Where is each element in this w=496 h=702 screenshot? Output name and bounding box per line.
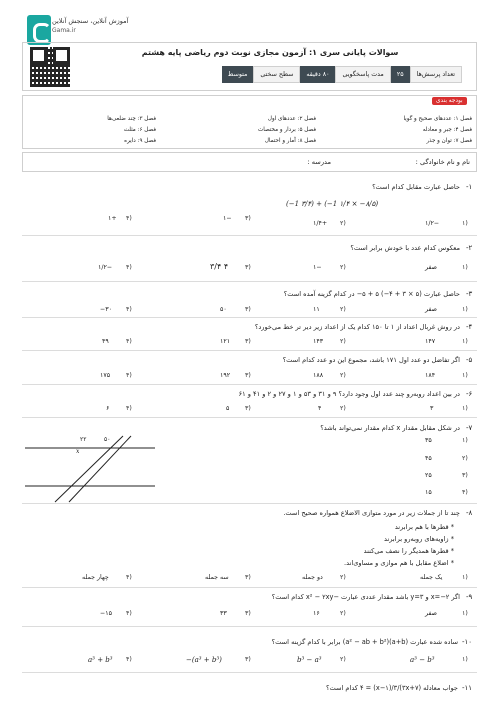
chapter-item: فصل ۴: جبر و معادله	[422, 127, 472, 133]
option-number: ۳)	[245, 372, 251, 379]
option-number: ۴)	[462, 489, 468, 496]
option-text[interactable]: b³ − a³	[297, 656, 322, 664]
budget-badge: بودجه بندی	[432, 97, 467, 105]
option-text[interactable]: ۵۰	[220, 306, 227, 313]
option-number: ۲)	[340, 405, 346, 412]
option-text[interactable]: ۳۳	[220, 610, 227, 617]
option-text[interactable]: ۱۱	[313, 306, 320, 313]
option-text[interactable]: ۱۸۸	[313, 372, 324, 379]
site-tagline: آموزش آنلاین، سنجش آنلاین	[52, 17, 129, 25]
angle-label: x	[76, 448, 80, 455]
statement-item: * قطرها با هم برابرند	[394, 523, 454, 531]
option-text[interactable]: ۳۰−	[100, 306, 113, 313]
option-number: ۳)	[245, 215, 251, 222]
option-text[interactable]: صفر	[425, 306, 438, 313]
option-text[interactable]: +۱	[108, 215, 117, 222]
option-number: ۱)	[462, 574, 468, 581]
duration-label: مدت پاسخگویی	[335, 66, 390, 83]
question-count-value: ۲۵	[391, 66, 410, 83]
question-number: -۸	[466, 509, 473, 517]
question-divider	[22, 350, 477, 351]
option-number: ۲)	[340, 656, 346, 663]
option-number: ۱)	[462, 306, 468, 313]
option-number: ۳)	[245, 338, 251, 345]
option-text[interactable]: یک جمله	[420, 574, 443, 581]
question-divider	[22, 317, 477, 318]
option-text[interactable]: ۱۶	[313, 610, 320, 617]
school-label: مدرسه :	[307, 158, 331, 166]
option-text[interactable]: ۶	[106, 405, 110, 412]
option-text[interactable]: −۱/۲	[98, 264, 113, 271]
option-text[interactable]: ۴ ۳/۴	[210, 262, 229, 271]
duration-value: ۸۰ دقیقه	[300, 66, 335, 83]
difficulty-value: متوسط	[222, 66, 254, 83]
gama-logo	[27, 15, 51, 45]
option-number: ۱)	[462, 610, 468, 617]
question-text: حاصل عبارت مقابل کدام است؟	[372, 183, 460, 191]
option-text[interactable]: ۱۹۲	[220, 372, 231, 379]
option-text[interactable]: چهار جمله	[82, 574, 109, 581]
chapter-item: فصل ۷: توان و جذر	[426, 138, 472, 144]
option-number: ۳)	[462, 472, 468, 479]
option-text[interactable]: ۳	[430, 405, 434, 412]
option-text[interactable]: ۴۵	[425, 455, 432, 462]
transversal-line-2	[69, 436, 131, 502]
question-number: -۳	[466, 290, 473, 298]
question-number: -۱	[466, 183, 473, 191]
option-text[interactable]: صفر	[425, 610, 438, 617]
qr-code-icon	[30, 47, 70, 87]
exam-title: سوالات پایانی سری ۱: آزمون مجازی نوبت دوم ریاضی پایه هشتم	[141, 48, 399, 57]
option-number: ۴)	[126, 215, 132, 222]
option-number: ۱)	[462, 437, 468, 444]
option-text[interactable]: ۱۲۱	[220, 338, 231, 345]
option-number: ۳)	[245, 405, 251, 412]
chapter-item: فصل ۵: بردار و مختصات	[258, 127, 316, 133]
transversal-line	[55, 436, 123, 502]
option-number: ۴)	[126, 264, 132, 271]
question-number: -۶	[466, 390, 473, 398]
option-text[interactable]: ۱۷۵	[100, 372, 111, 379]
option-number: ۱)	[462, 338, 468, 345]
option-number: ۲)	[462, 455, 468, 462]
option-number: ۴)	[126, 306, 132, 313]
option-number: ۲)	[340, 574, 346, 581]
option-text[interactable]: ۳۵	[425, 437, 432, 444]
student-name-label: نام و نام خانوادگی :	[415, 158, 470, 166]
question-text: اگر x=−۲ و y=۳ باشد مقدار عددی عبارت −x² − ۲xy کدام است؟	[271, 593, 460, 601]
question-text: ساده شده عبارت (a+b)(a² − ab + b²) برابر با کدام گزینه است؟	[271, 638, 458, 646]
parallel-lines-figure	[25, 434, 155, 504]
option-text[interactable]: +۱/۴	[313, 220, 328, 227]
option-text[interactable]: ۱۵	[425, 489, 432, 496]
exam-stats	[112, 66, 462, 83]
statement-item: * قطرها همدیگر را نصف می‌کنند	[363, 547, 454, 555]
difficulty-label: سطح سختی	[253, 66, 300, 83]
statement-item: * زاویه‌های روبه‌رو برابرند	[384, 535, 454, 543]
option-text[interactable]: ۱۴۷	[425, 338, 436, 345]
option-number: ۴)	[126, 656, 132, 663]
angle-label: ۲۲	[80, 436, 87, 443]
option-number: ۳)	[245, 610, 251, 617]
chapter-item: فصل ۸: آمار و احتمال	[264, 138, 316, 144]
question-text: اگر تفاضل دو عدد اول ۱۷۱ باشد، مجموع این دو عدد کدام است؟	[282, 356, 460, 364]
option-number: ۱)	[462, 264, 468, 271]
question-text: در بین اعداد روبه‌رو چند عدد اول وجود دارد؟ ۹ و ۳۱ و ۵۳ و ۱ و ۲۷ و ۲ و ۴۱ و ۶۱	[238, 390, 460, 398]
question-divider	[22, 417, 477, 418]
option-number: ۲)	[340, 220, 346, 227]
question-text: در شکل مقابل مقدار x کدام مقدار نمی‌تواند باشد؟	[320, 424, 460, 432]
question-text: معکوس کدام عدد با خودش برابر است؟	[350, 244, 460, 252]
question-text: حاصل عبارت (۵ × ۳ + ۴−) ۵ + ۵− در کدام گزینه آمده است؟	[283, 290, 460, 298]
option-number: ۲)	[340, 306, 346, 313]
option-number: ۳)	[245, 574, 251, 581]
question-number: -۲	[466, 244, 473, 252]
option-number: ۴)	[126, 574, 132, 581]
question-number: -۷	[466, 424, 473, 432]
option-number: ۱)	[462, 405, 468, 412]
option-number: ۴)	[126, 610, 132, 617]
option-text[interactable]: سه جمله	[205, 574, 229, 581]
option-text[interactable]: ۲۵	[425, 472, 432, 479]
question-number: -۹	[466, 593, 473, 601]
student-info-row	[22, 152, 477, 172]
option-text[interactable]: −(a³ + b³)	[186, 656, 222, 664]
option-text[interactable]: ۴۹	[102, 338, 109, 345]
option-text[interactable]: −۱	[313, 264, 322, 271]
question-text: جواب معادله (۳x+۷)/۴ = (x−۱)/۳ کدام است؟	[326, 684, 458, 692]
question-divider	[22, 587, 477, 588]
option-number: ۲)	[340, 610, 346, 617]
question-text: در روش غربال اعداد از ۱ تا ۱۵۰ کدام یک از اعداد زیر دیر تر خط می‌خورد؟	[254, 323, 460, 331]
option-number: ۱)	[462, 220, 468, 227]
question-count-label: تعداد پرسش‌ها	[410, 66, 462, 83]
question-divider	[22, 626, 477, 627]
option-text[interactable]: −۱	[223, 215, 232, 222]
option-number: ۲)	[340, 338, 346, 345]
question-divider	[22, 235, 477, 236]
option-text[interactable]: a³ − b³	[410, 656, 435, 664]
option-text[interactable]: دو جمله	[302, 574, 323, 581]
question-divider	[22, 384, 477, 385]
question-number: -۱۱	[462, 684, 473, 692]
chapter-item: فصل ۹: دایره	[124, 138, 156, 144]
option-text[interactable]: ۴	[318, 405, 322, 412]
question-math: (−1 ۳/۴) + (−1 ۱/۴ × −۸/۵)	[286, 200, 379, 208]
option-number: ۲)	[340, 372, 346, 379]
question-divider	[22, 503, 477, 504]
option-number: ۳)	[245, 306, 251, 313]
option-text[interactable]: ۱۸۴	[425, 372, 436, 379]
question-divider	[22, 672, 477, 673]
question-number: -۵	[466, 356, 473, 364]
budget-box	[22, 95, 477, 149]
option-number: ۱)	[462, 372, 468, 379]
chapter-item: فصل ۶: مثلث	[123, 127, 156, 133]
option-number: ۱)	[462, 656, 468, 663]
option-text[interactable]: −۱/۲	[425, 220, 440, 227]
question-text: چند تا از جملات زیر در مورد متوازی الاضلاع همواره صحیح است.	[283, 509, 460, 517]
option-number: ۴)	[126, 338, 132, 345]
angle-label: ۵۰	[104, 436, 111, 443]
chapter-item: فصل ۳: چند ضلعی‌ها	[107, 116, 156, 122]
option-number: ۴)	[126, 405, 132, 412]
option-number: ۳)	[245, 656, 251, 663]
chapter-item: فصل ۲: عددهای اول	[267, 116, 316, 122]
chapter-item: فصل ۱: عددهای صحیح و گویا	[403, 116, 472, 122]
option-number: ۳)	[245, 264, 251, 271]
option-text[interactable]: ۱۴۳	[313, 338, 324, 345]
option-number: ۴)	[126, 372, 132, 379]
site-domain: Gama.ir	[52, 27, 76, 34]
option-text[interactable]: صفر	[425, 264, 438, 271]
option-text[interactable]: a³ + b³	[88, 656, 113, 664]
question-number: -۴	[466, 323, 473, 331]
question-divider	[22, 281, 477, 282]
option-text[interactable]: ۱۵−	[100, 610, 113, 617]
option-number: ۲)	[340, 264, 346, 271]
option-text[interactable]: ۵	[226, 405, 230, 412]
statement-item: * اضلاع مقابل با هم موازی و مساوی‌اند.	[344, 559, 454, 567]
question-number: -۱۰	[462, 638, 473, 646]
